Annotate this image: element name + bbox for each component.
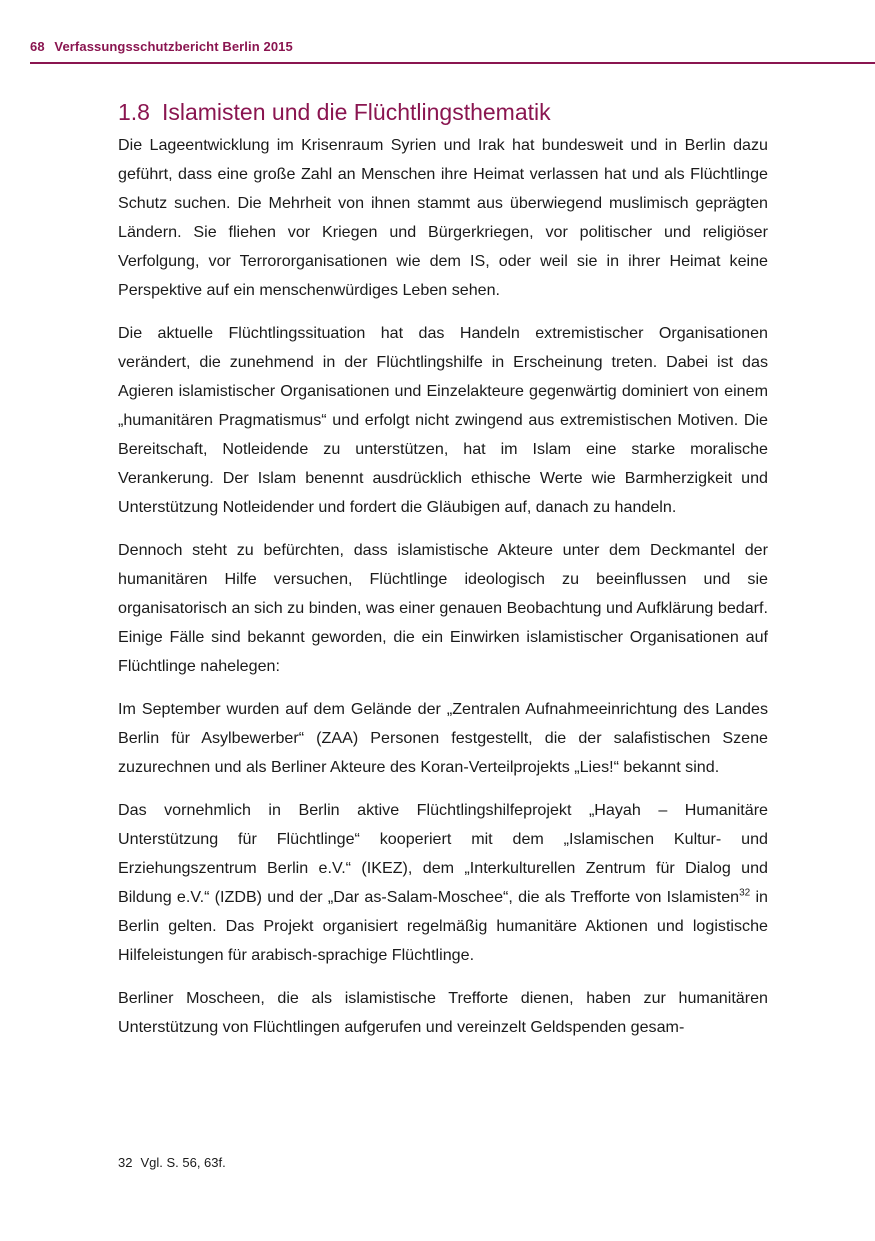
paragraph-6: Berliner Moscheen, die als islamistische Trefforte dienen, haben zur humanitären Unterstützung von Flüchtlingen aufgerufen und vereinzelt Geldspenden gesam- bbox=[118, 989, 768, 1036]
section-number: 1.8 bbox=[118, 99, 150, 125]
header-rule bbox=[30, 62, 875, 64]
footnote-number: 32 bbox=[118, 1155, 133, 1170]
paragraph-5 bbox=[118, 796, 768, 970]
footnote-text: Vgl. S. 56, 63f. bbox=[140, 1155, 226, 1170]
running-header bbox=[30, 39, 293, 54]
section-title: Islamisten und die Flüchtlingsthematik bbox=[161, 99, 551, 125]
paragraph-3: Dennoch steht zu befürchten, dass islamistische Akteure unter dem Deckmantel der humanitären Hilfe versuchen, Flüchtlinge ideologisch zu beeinflussen und sie organisatorisch an sich zu binden, was einer genauen Beobachtung und Aufklärung bedarf. Einige Fälle sind bekannt geworden, die ein Einwirken islamistischer Organisationen auf Flüchtlinge nahelegen: bbox=[118, 541, 768, 675]
footnote-reference[interactable]: 32 bbox=[739, 887, 751, 899]
page-number: 68 bbox=[30, 39, 45, 54]
footnote bbox=[118, 1155, 226, 1170]
running-title: Verfassungsschutzbericht Berlin 2015 bbox=[54, 39, 293, 54]
paragraph-5-after: in Berlin gelten. Das Projekt organisiert regelmäßig humanitäre Aktionen und logistische Hilfeleistungen für arabisch-sprachige Flüchtlinge. bbox=[118, 888, 768, 964]
paragraph-1: Die Lageentwicklung im Krisenraum Syrien und Irak hat bundesweit und in Berlin dazu geführt, dass eine große Zahl an Menschen ihre Heimat verlassen hat und als Flüchtlinge Schutz suchen. Die Mehrheit von ihnen stammt aus überwiegend muslimisch geprägten Ländern. Sie fliehen vor Kriegen und Bürgerkriegen, vor politischer und religiöser Verfolgung, vor Terrororganisationen wie dem IS, oder weil sie in ihrer Heimat keine Perspektive auf ein menschenwürdiges Leben sehen. bbox=[118, 136, 768, 299]
main-content bbox=[118, 97, 768, 1056]
paragraph-4: Im September wurden auf dem Gelände der „Zentralen Aufnahmeeinrichtung des Landes Berlin für Asylbewerber“ (ZAA) Personen festgestellt, die der salafistischen Szene zuzurechnen und als Berliner Akteure des Koran-Verteilprojekts „Lies!“ bekannt sind. bbox=[118, 700, 768, 776]
paragraph-2: Die aktuelle Flüchtlingssituation hat das Handeln extremistischer Organisationen verändert, die zunehmend in der Flüchtlingshilfe in Erscheinung treten. Dabei ist das Agieren islamistischer Organisationen und Einzelakteure gegenwärtig dominiert von einem „humanitären Pragmatismus“ und erfolgt nicht zwingend aus extremistischen Motiven. Die Bereitschaft, Notleidende zu unterstützen, hat im Islam eine starke moralische Verankerung. Der Islam benennt ausdrücklich ethische Werte wie Barmherzigkeit und Unterstützung Notleidender und fordert die Gläubigen auf, danach zu handeln. bbox=[118, 324, 768, 516]
paragraph-5-before: Das vornehmlich in Berlin aktive Flüchtlingshilfeprojekt „Hayah – Humanitäre Unterstützung für Flüchtlinge“ kooperiert mit dem „Islamischen Kultur- und Erziehungszentrum Berlin e.V.“ (IKEZ), dem „Interkulturellen Zentrum für Dialog und Bildung e.V.“ (IZDB) und der „Dar as-Salam-Moschee“, die als Trefforte von Islamisten bbox=[118, 801, 768, 906]
section-heading bbox=[118, 97, 768, 127]
